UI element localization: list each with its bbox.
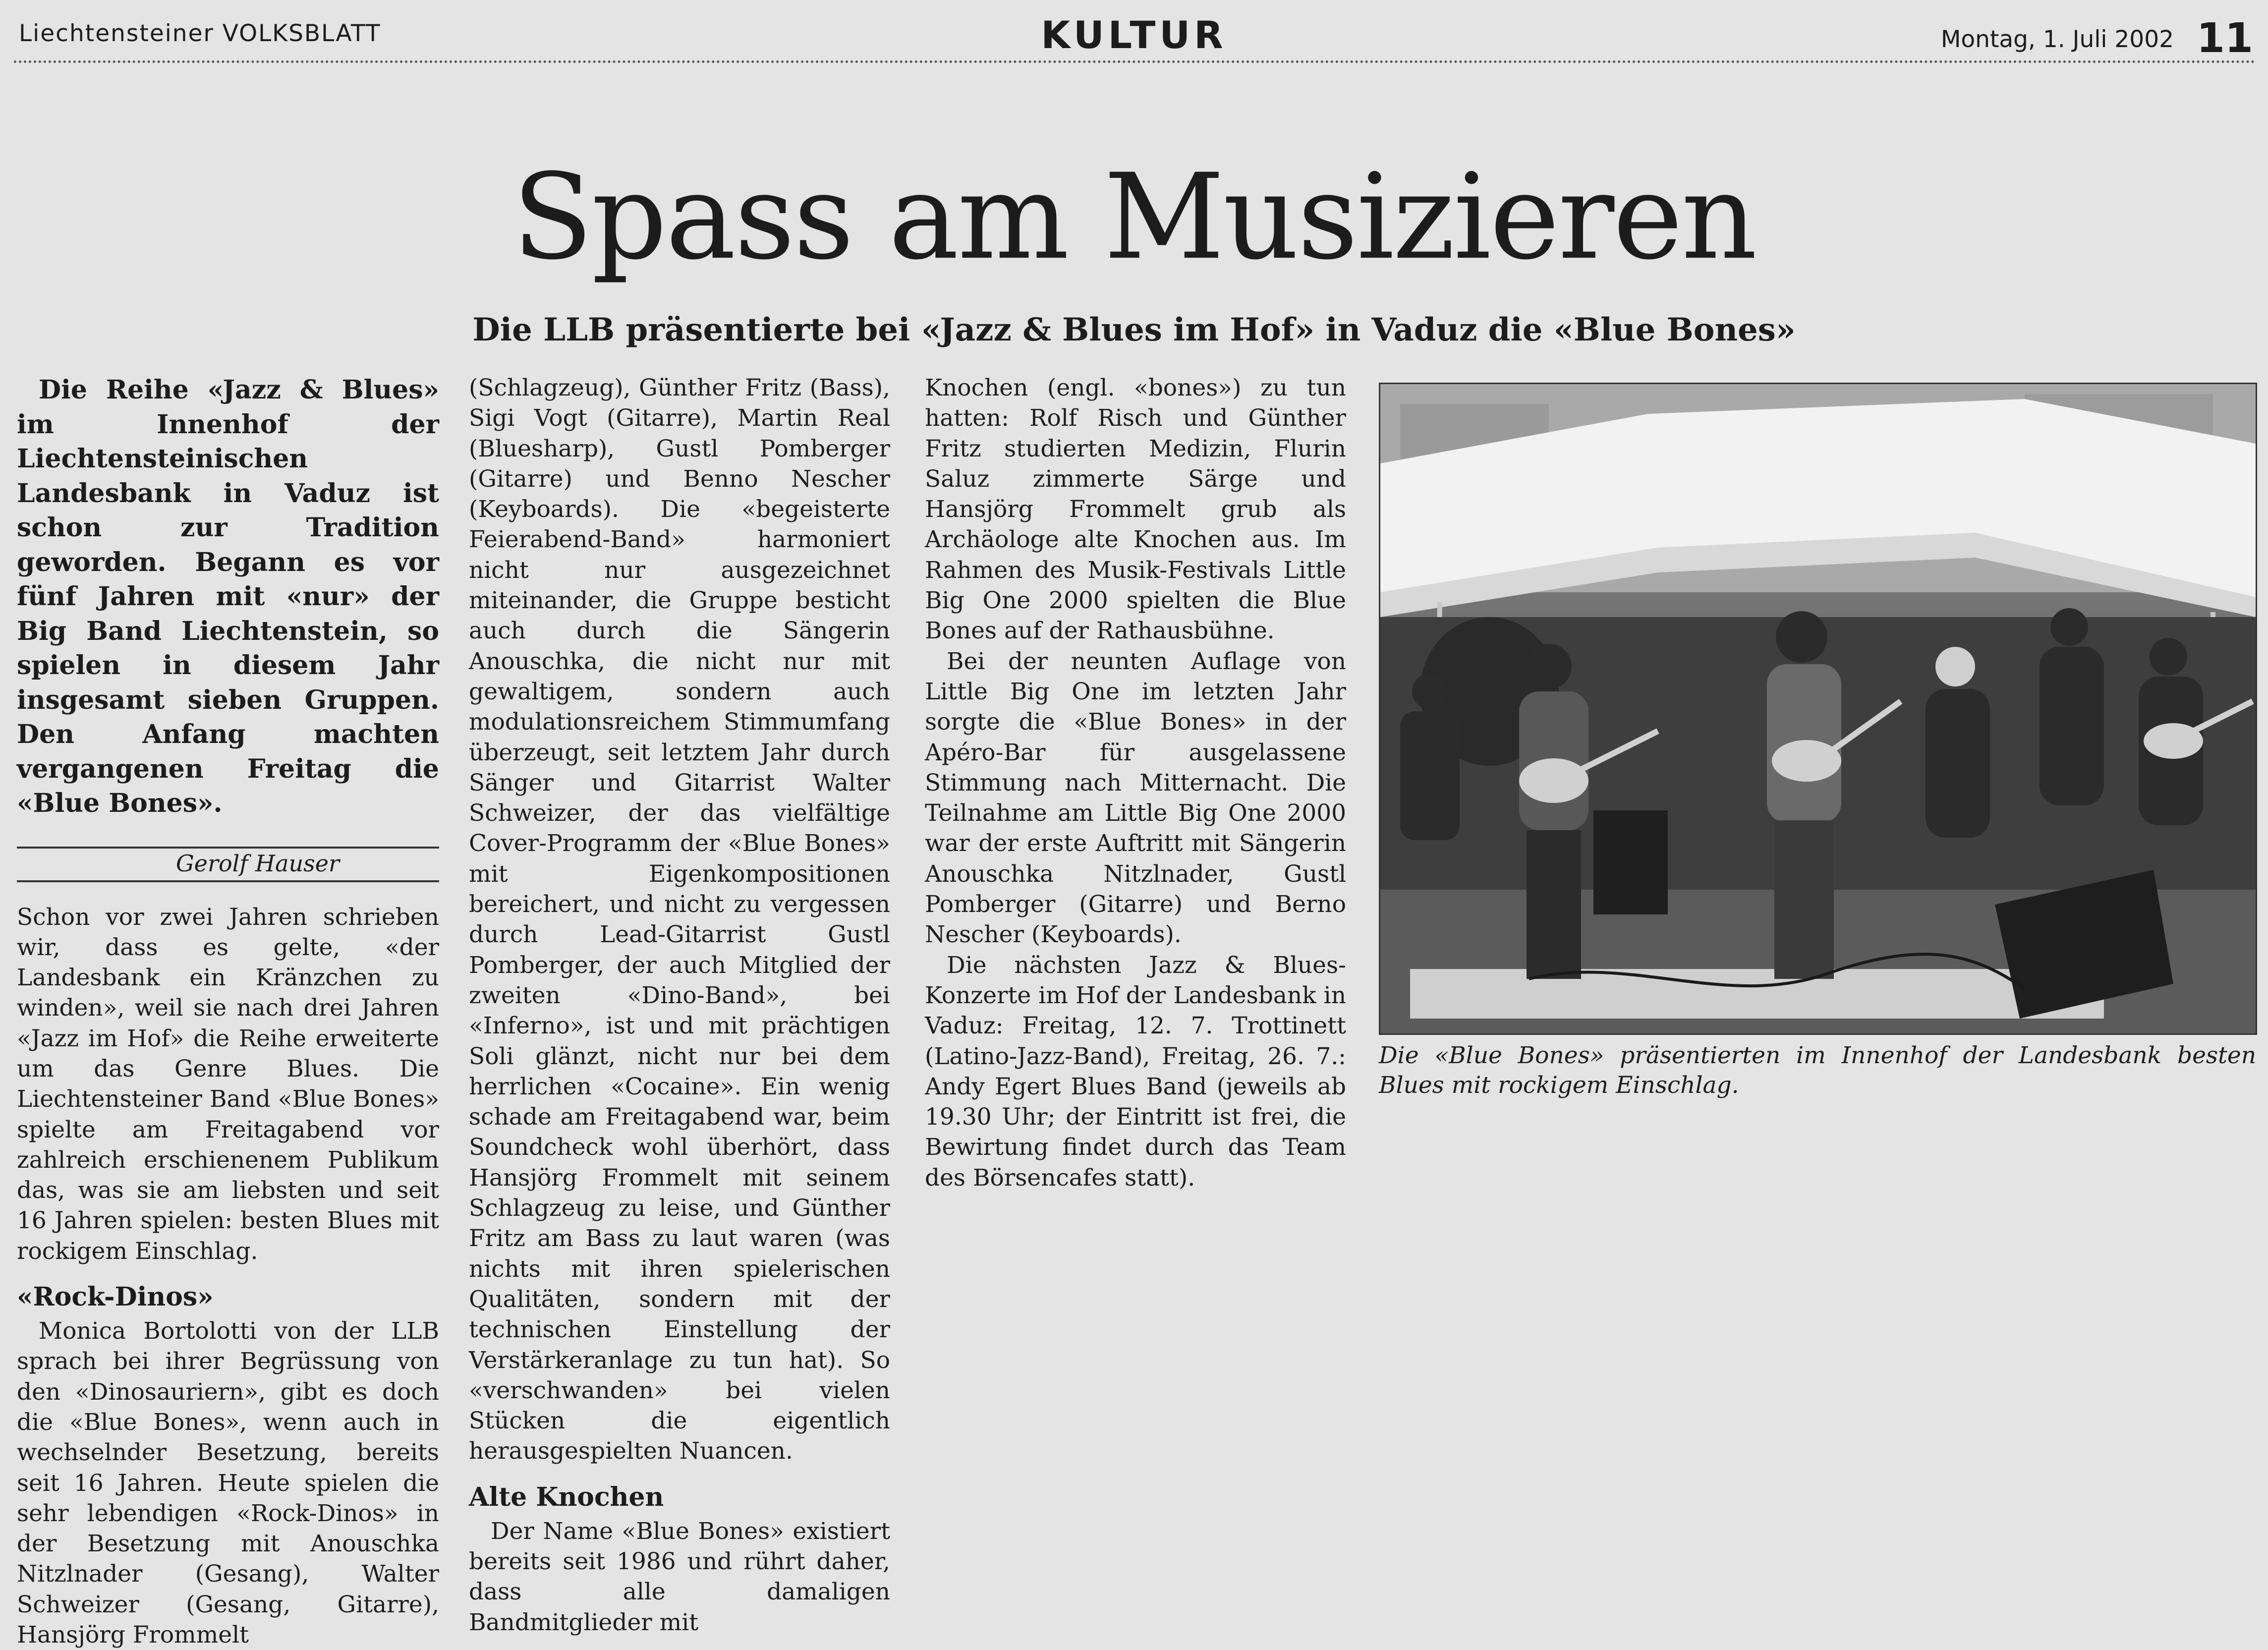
article-subheadline: Die LLB präsentierte bei «Jazz & Blues im Hof» in Vaduz die «Blue Bones» [472,311,1796,348]
author-byline: Gerolf Hauser [176,850,340,877]
newspaper-name: Liechtensteiner VOLKSBLATT [19,20,381,47]
article-lead: Die Reihe «Jazz & Blues» im Innenhof der Liechtensteinischen Landesbank in Vaduz ist schon zur Tradition geworden. Begann es vor fünf Jahren mit «nur» der Big Band Liechtenstein, so spielen in diesem Jahr insgesamt sieben Gruppen. Den Anfang machten vergangenen Freitag die «Blue Bones». [17,375,439,818]
subheading-alte-knochen: Alte Knochen [469,1481,664,1512]
body-paragraph: Schon vor zwei Jahren schrieben wir, dass es gelte, «der Landesbank ein Kränzchen zu winden», weil sie nach drei Jahren «Jazz im Hof» die Reihe erweiterte um das Genre Blues. Die Liechtensteiner Band «Blue Bones» spielte am Freitagabend vor zahlreich erschienenem Publikum das, was sie am liebsten und seit 16 Jahren spielen: besten Blues mit rockigem Einschlag. [17,903,439,1265]
subheading-rock-dinos: «Rock-Dinos» [17,1282,214,1312]
article-headline: Spass am Musizieren [512,149,1756,286]
body-paragraph: Knochen (engl. «bones») zu tun hatten: Rolf Risch und Günther Fritz studierten Medizin, Flurin Saluz zimmerte Särge und Hansjörg Frommelt grub als Archäologe alte Knochen aus. Im Rahmen des Musik-Festivals Little Big One 2000 spielten die Blue Bones auf der Rathausbühne. [925,374,1346,645]
article-column-3 [925,373,1346,1193]
page-number: 11 [2196,15,2253,62]
article-column-1 [17,373,439,1650]
band-photo-illustration [1380,384,2256,1033]
body-paragraph: Monica Bortolotti von der LLB sprach bei ihrer Begrüssung von den «Dinosauriern», gibt es doch die «Blue Bones», wenn auch in wechselnder Besetzung, bereits seit 16 Jahren. Heute spielen die sehr lebendigen «Rock-Dinos» in der Besetzung mit Anouschka Nitzlnader (Gesang), Walter Schweizer (Gesang, Gitarre), Hansjörg Frommelt [17,1317,439,1649]
band-photo [1379,383,2257,1035]
body-paragraph: Die nächsten Jazz & Blues-Konzerte im Hof der Landesbank in Vaduz: Freitag, 12. 7. Trottinett (Latino-Jazz-Band), Freitag, 26. 7.: Andy Egert Blues Band (jeweils ab 19.30 Uhr; der Eintritt ist frei, die Bewirtung findet durch das Team des Börsencafes statt). [925,951,1346,1192]
article-column-2 [469,373,890,1638]
photo-caption: Die «Blue Bones» präsentierten im Innenhof der Landesbank besten Blues mit rockigem Einschlag. [1379,1042,2256,1099]
publication-date: Montag, 1. Juli 2002 [1940,26,2174,53]
byline-rule-bottom [17,880,439,882]
body-paragraph: Der Name «Blue Bones» existiert bereits seit 1986 und rührt daher, dass alle damaligen Bandmitglieder mit [469,1517,890,1636]
body-paragraph: (Schlagzeug), Günther Fritz (Bass), Sigi Vogt (Gitarre), Martin Real (Bluesharp), Gustl Pomberger (Gitarre) und Benno Nescher (Keyboards). Die «begeisterte Feierabend-Band» harmoniert nicht nur ausgezeichnet miteinander, die Gruppe besticht auch durch die Sängerin Anouschka, die nicht nur mit gewaltigem, sondern auch modulationsreichem Stimmumfang überzeugt, seit letztem Jahr durch Sänger und Gitarrist Walter Schweizer, der das vielfältige Cover-Programm der «Blue Bones» mit Eigenkompositionen bereichert, und nicht zu vergessen durch Lead-Gitarrist Gustl Pomberger, der auch Mitglied der zweiten «Dino-Band», bei «Inferno», ist und mit prächtigen Soli glänzt, nicht nur bei dem herrlichen «Cocaine». Ein wenig schade am Freitagabend war, beim Soundcheck wohl überhört, dass Hansjörg Frommelt mit seinem Schlagzeug zu leise, und Günther Fritz am Bass zu laut waren (was nichts mit ihren spielerischen Qualitäten, sondern mit der technischen Einstellung der Verstärkeranlage zu tun hat). So «verschwanden» bei vielen Stücken die eigentlich herausgespielten Nuancen. [469,374,890,1465]
header-divider [14,60,2256,63]
section-title: KULTUR [1041,13,1227,57]
body-paragraph: Bei der neunten Auflage von Little Big One im letzten Jahr sorgte die «Blue Bones» in der Apéro-Bar für ausgelassene Stimmung nach Mitternacht. Die Teilnahme am Little Big One 2000 war der erste Auftritt mit Sängerin Anouschka Nitzlnader, Gustl Pomberger (Gitarre) und Berno Nescher (Keyboards). [925,647,1346,949]
